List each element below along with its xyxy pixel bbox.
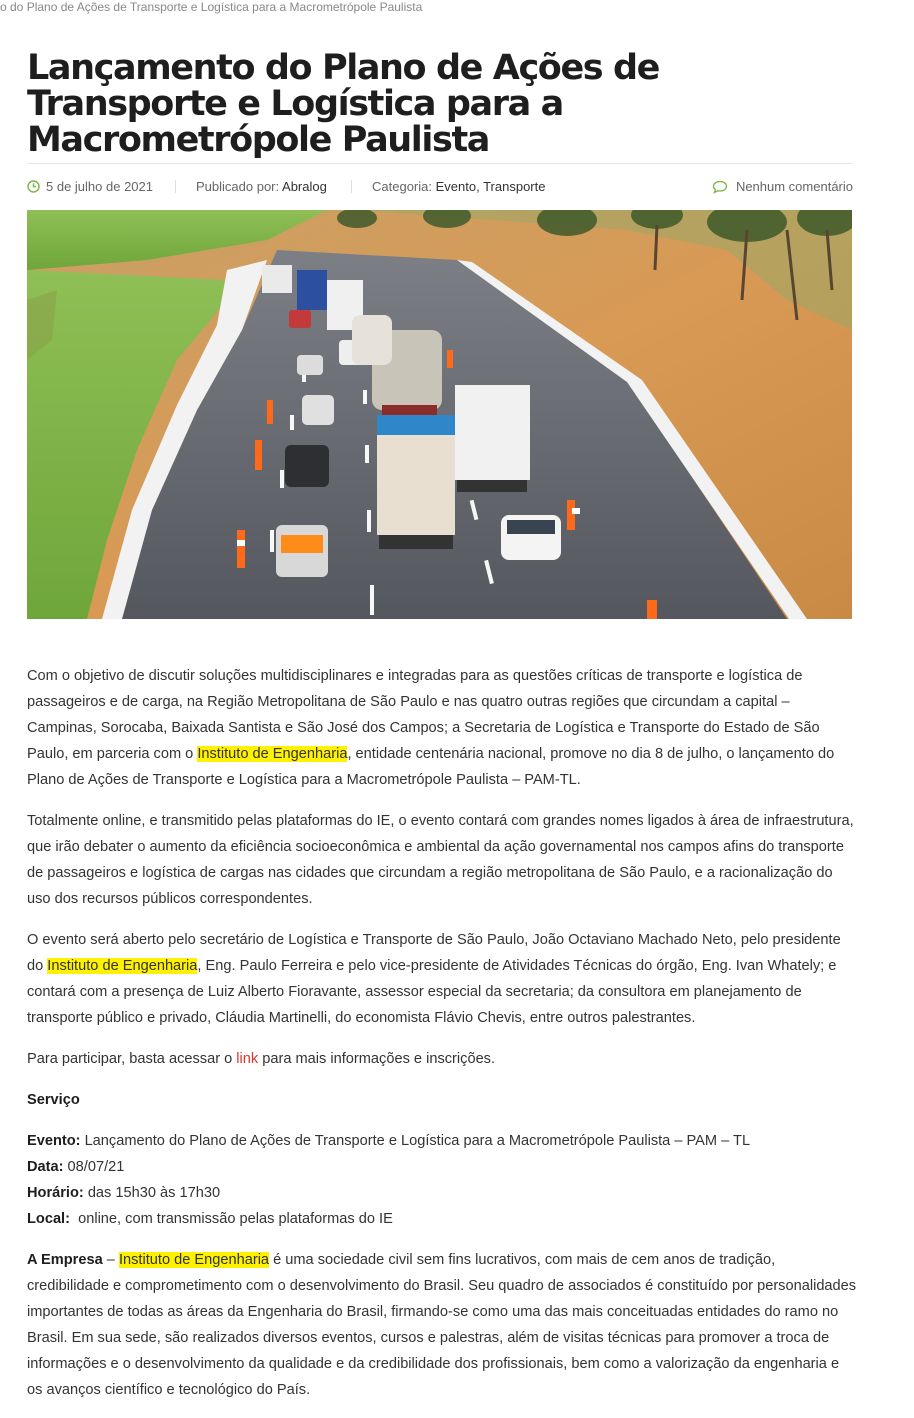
- comment-icon: [712, 180, 728, 194]
- label: Horário:: [27, 1185, 84, 1201]
- paragraph: [27, 1046, 857, 1072]
- post-date-text: 5 de julho de 2021: [46, 179, 153, 194]
- registration-link[interactable]: link: [236, 1051, 259, 1067]
- label: Data:: [27, 1159, 64, 1175]
- text: Para participar, basta acessar o: [27, 1051, 237, 1067]
- comments-link[interactable]: [712, 178, 853, 196]
- paragraph: [27, 1247, 857, 1403]
- value: das 15h30 às 17h30: [83, 1185, 221, 1201]
- paragraph: [27, 927, 857, 1031]
- meta-divider: [351, 180, 352, 193]
- post-date: [27, 178, 153, 196]
- service-event: [27, 1128, 857, 1154]
- meta-divider: [175, 180, 176, 193]
- category-prefix: Categoria:: [372, 179, 432, 194]
- comments-text: Nenhum comentário: [735, 179, 853, 194]
- paragraph: Totalmente online, e transmitido pelas plataformas do IE, o evento contará com grandes nomes ligados à área de infraestrutura, que irão debater o aumento da eficiência socioeconômica e ambiental da ação governamental nos campos afins do transporte de passageiros e logística de cargas nas cidades que circundam a região metropolitana de São Paulo, e a racionalização do uso dos recursos públicos correspondentes.: [27, 813, 854, 907]
- text: é uma sociedade civil sem fins lucrativos, com mais de cem anos de tradição, credibilidade e comprometimento com o desenvolvimento do Brasil. Seu quadro de associados é constituído por personalidades importantes de todas as áreas da Engenharia do Brasil, firmando-se como uma das mais conceituadas entidades do ramo no Brasil. Em sua sede, são realizados diversos eventos, cursos e palestras, além de visitas técnicas para promover a troca de informações e o desenvolvimento da qualidade e da credibilidade dos profissionais, bem como a valorização da engenharia e os avanços científico e tecnológico do País.: [27, 1252, 857, 1398]
- author-prefix: Publicado por:: [196, 179, 280, 194]
- category-link-transporte[interactable]: Transporte: [483, 179, 546, 194]
- text: –: [102, 1252, 119, 1268]
- label: Local:: [27, 1211, 70, 1227]
- service-details: [27, 1128, 857, 1232]
- category-separator: ,: [476, 179, 484, 194]
- text: para mais informações e inscrições.: [258, 1051, 496, 1067]
- paragraph: [27, 663, 857, 793]
- value: Lançamento do Plano de Ações de Transporte e Logística para a Macrometrópole Paulista – PAM – TL: [80, 1133, 751, 1149]
- value: online, com transmissão pelas plataformas do IE: [69, 1211, 393, 1227]
- page-title: Lançamento do Plano de Ações de Transporte e Logística para a Macrometrópole Paulista: [27, 48, 659, 160]
- value: 08/07/21: [63, 1159, 125, 1175]
- institute-link[interactable]: Instituto de Engenharia: [197, 746, 348, 762]
- service-time: [27, 1180, 857, 1206]
- author-link[interactable]: Abralog: [282, 179, 327, 194]
- institute-link[interactable]: Instituto de Engenharia: [47, 958, 198, 974]
- text: , entidade centenária nacional, promove no dia 8 de julho, o lançamento do Plano de Ações de Transporte e Logística para a Macrometrópole Paulista – PAM-TL.: [27, 746, 835, 788]
- highway-photo: [27, 210, 852, 619]
- label: Evento:: [27, 1133, 81, 1149]
- text: Com o objetivo de discutir soluções multidisciplinares e integradas para as questões críticas de transporte e logística de passageiros e de carga, na Região Metropolitana de São Paulo e nas quatro outras regiões que circundam a capital – Campinas, Sorocaba, Baixada Santista e São José dos Campos; a Secretaria de Logística e Transporte do Estado de São Paulo, em parceria com o: [27, 668, 820, 762]
- post-category: [372, 178, 545, 196]
- text: , Eng. Paulo Ferreira e pelo vice-presidente de Atividades Técnicas do órgão, Eng. Ivan Whately; e contará com a presença de Luiz Alberto Fioravante, assessor especial da secretaria; da consultora em planejamento de transporte público e privado, Cláudia Martinelli, do economista Flávio Chevis, entre outros palestrantes.: [27, 958, 837, 1026]
- service-heading-text: Serviço: [27, 1092, 80, 1108]
- service-date: [27, 1154, 857, 1180]
- post-author: [196, 178, 327, 196]
- post-meta: [27, 163, 853, 210]
- category-link-evento[interactable]: Evento: [435, 179, 477, 194]
- service-place: [27, 1206, 857, 1232]
- text: O evento será aberto pelo secretário de Logística e Transporte de São Paulo, João Octaviano Machado Neto, pelo presidente do: [27, 932, 841, 974]
- service-heading: [27, 1087, 857, 1113]
- clock-icon: [27, 180, 40, 193]
- breadcrumb: o do Plano de Ações de Transporte e Logística para a Macrometrópole Paulista: [0, 0, 423, 14]
- featured-image: [27, 210, 852, 619]
- institute-link[interactable]: Instituto de Engenharia: [118, 1252, 270, 1268]
- label: A Empresa: [27, 1252, 103, 1268]
- article-body: [27, 663, 857, 1418]
